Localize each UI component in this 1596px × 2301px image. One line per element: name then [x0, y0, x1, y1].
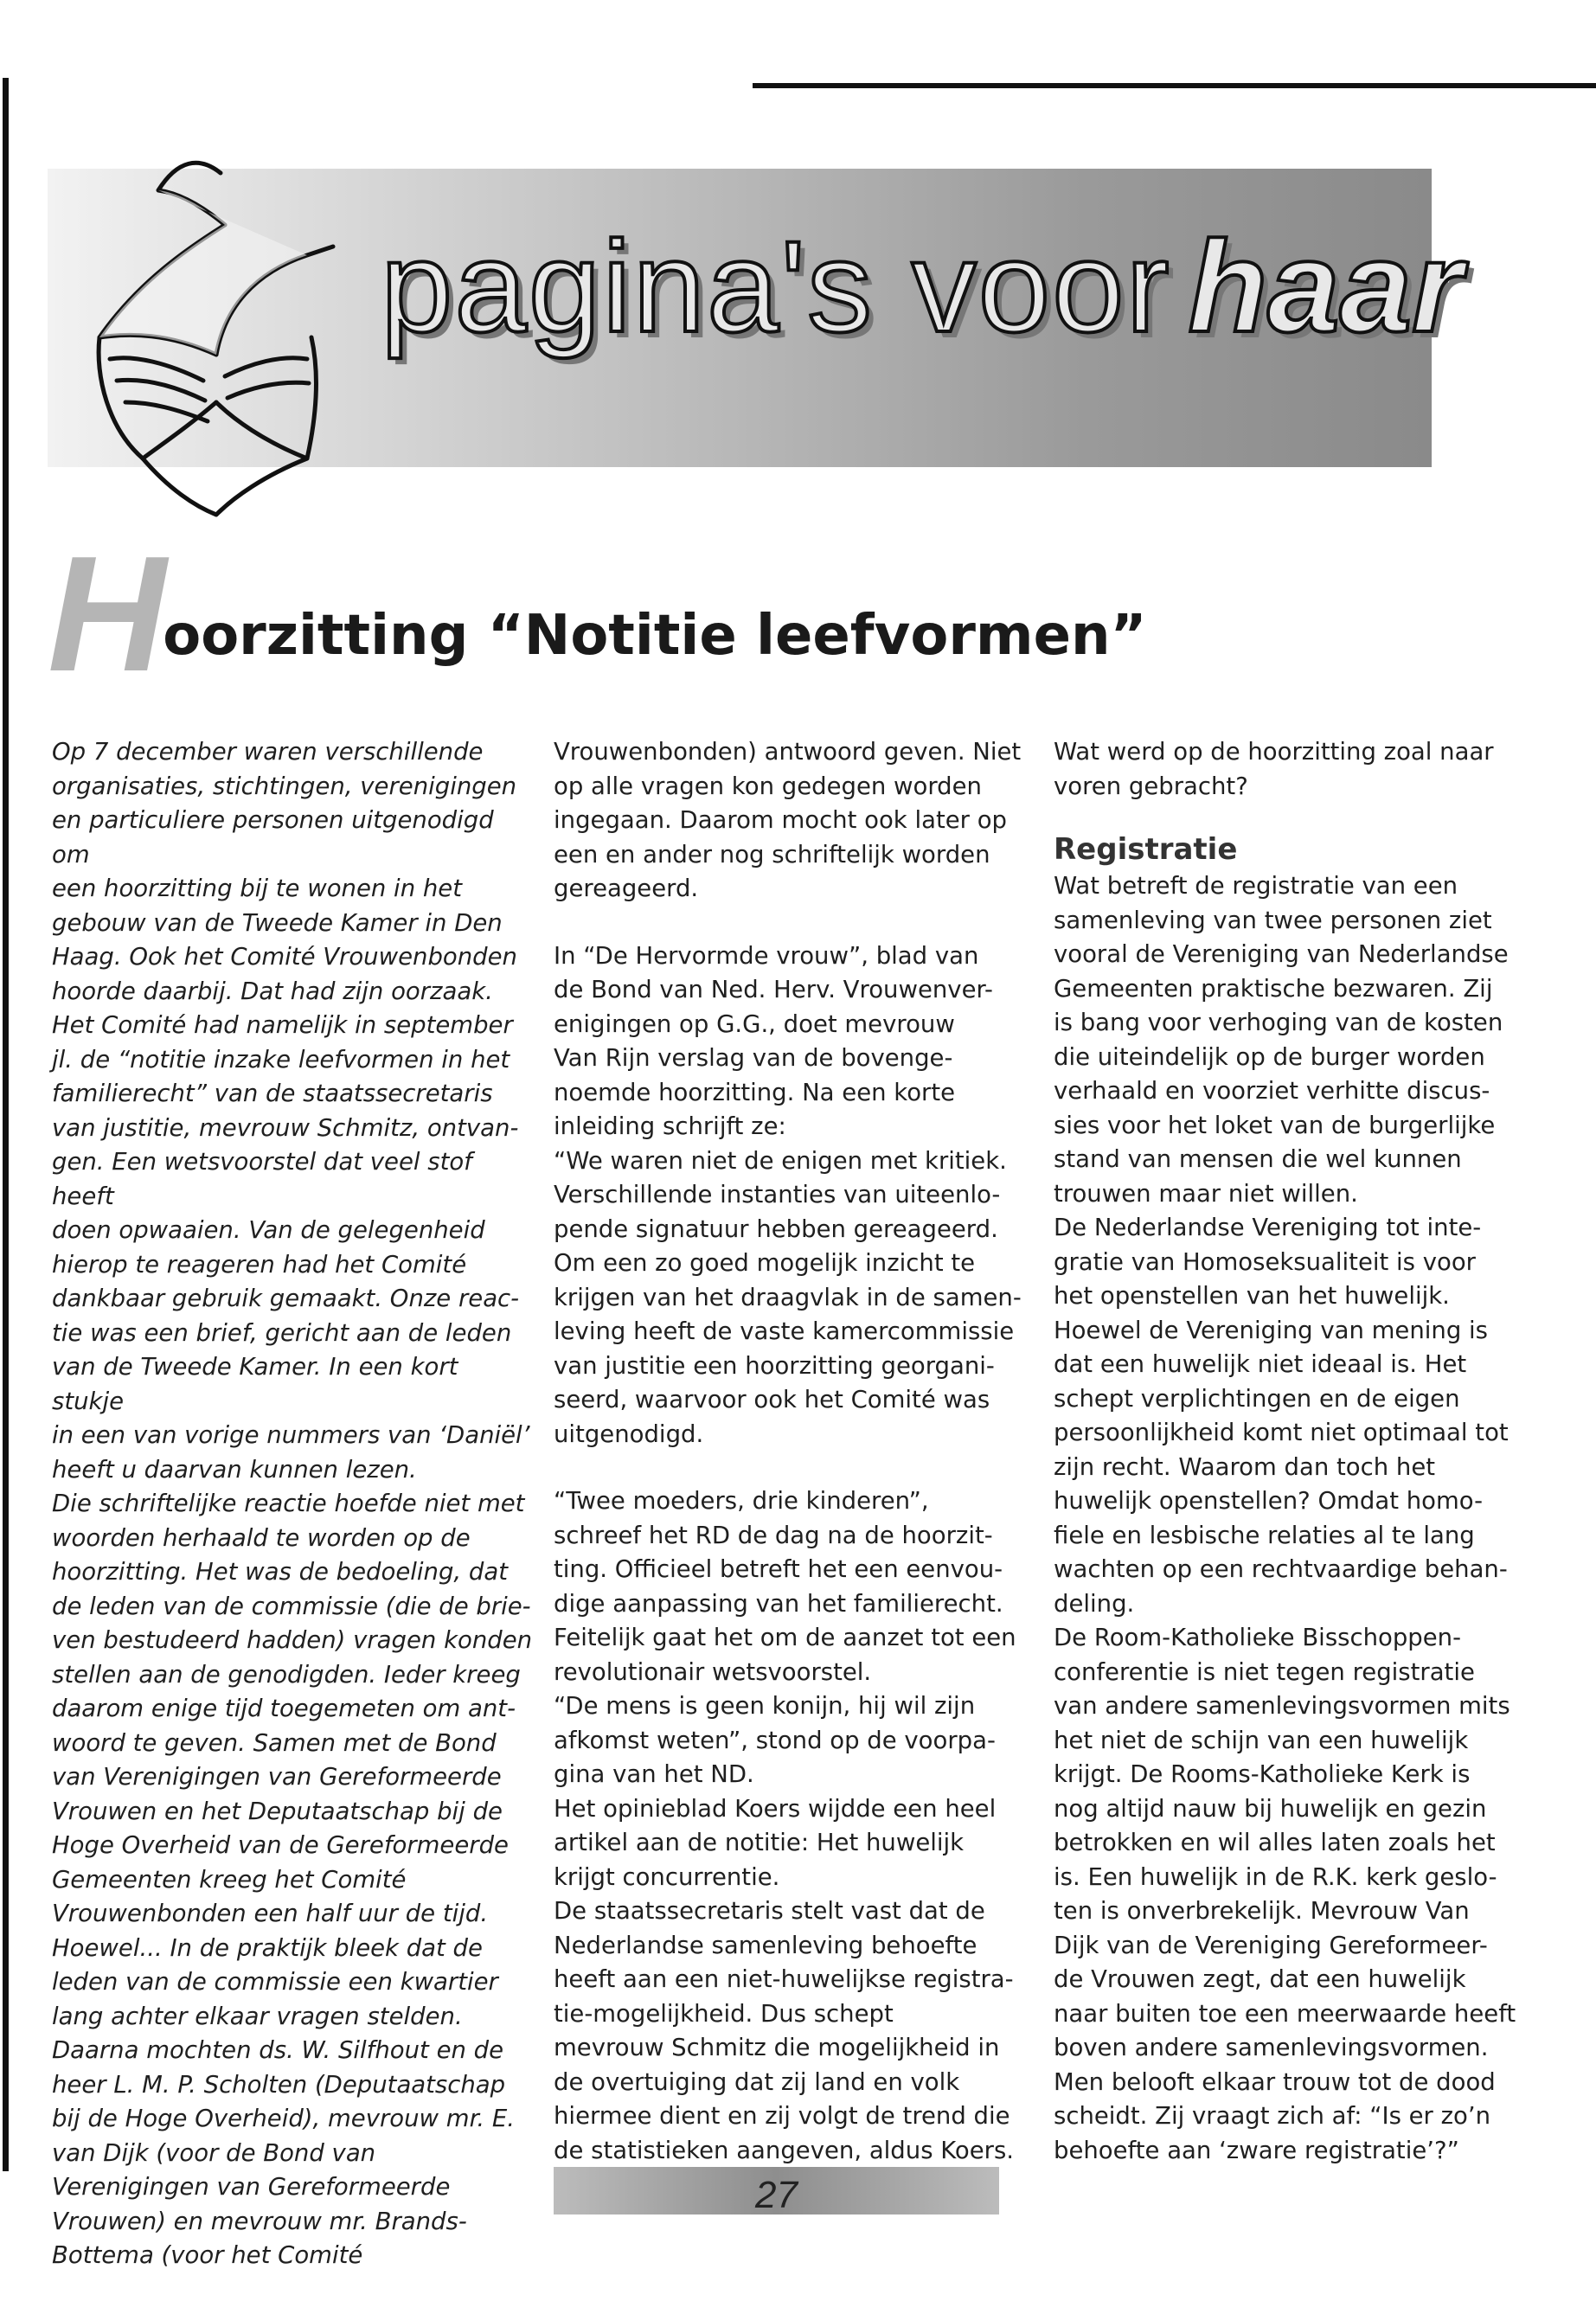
- text-line: boven andere samenlevingsvormen.: [1054, 2034, 1489, 2061]
- text-line: lang achter elkaar vragen stelden.: [52, 2002, 463, 2030]
- text-line: sies voor het loket van de burgerlijke: [1054, 1111, 1496, 1139]
- text-line: seerd, waarvoor ook het Comité was: [554, 1386, 990, 1413]
- text-line: gen. Een wetsvoorstel dat veel stof heeft: [52, 1148, 472, 1210]
- title-initial: H: [48, 522, 167, 706]
- text-line: De staatssecretaris stelt vast dat de: [554, 1897, 985, 1925]
- text-line: Wat betreft de registratie van een: [1054, 872, 1458, 900]
- text-line: van Dijk (voor de Bond van: [52, 2138, 376, 2167]
- text-line: Vrouwenbonden een half uur de tijd.: [52, 1900, 489, 1927]
- text-line: leden van de commissie een kwartier: [52, 1968, 498, 1996]
- text-line: “We waren niet de enigen met kritiek.: [554, 1146, 1007, 1175]
- text-line: stellen aan de genodigden. Ieder kreeg: [52, 1660, 521, 1689]
- column-2: [554, 735, 1038, 2168]
- text-line: gebouw van de Tweede Kamer in Den: [52, 908, 503, 937]
- text-line: het niet de schijn van een huwelijk: [1054, 1726, 1469, 1754]
- text-line: Men belooft elkaar trouw tot de dood: [1054, 2067, 1496, 2096]
- text-line: Feitelijk gaat het om de aanzet tot een: [554, 1624, 1016, 1651]
- text-line: vooral de Vereniging van Nederlandse: [1054, 940, 1509, 968]
- text-line: Vrouwenbonden) antwoord geven. Niet: [554, 738, 1022, 766]
- text-line: persoonlijkheid komt niet optimaal tot: [1054, 1419, 1509, 1446]
- text-line: Het Comité had namelijk in september: [52, 1011, 513, 1039]
- text-line: In “De Hervormde vrouw”, blad van: [554, 941, 979, 970]
- open-book-icon: [48, 117, 394, 523]
- text-line: de overtuiging dat zij land en volk: [554, 2067, 960, 2096]
- text-line: heeft u daarvan kunnen lezen.: [52, 1455, 417, 1484]
- text-line: Bottema (voor het Comité: [52, 2241, 363, 2269]
- title-text: oorzitting “Notitie leefvormen”: [163, 604, 1147, 668]
- text-line: een hoorzitting bij te wonen in het: [52, 875, 462, 902]
- text-line: noemde hoorzitting. Na een korte: [554, 1078, 956, 1106]
- text-line: pende signatuur hebben gereageerd.: [554, 1215, 998, 1243]
- text-line: Nederlandse samenleving behoefte: [554, 1931, 977, 1959]
- text-line: gereageerd.: [554, 875, 699, 902]
- text-line: enigingen op G.G., doet mevrouw: [554, 1009, 955, 1038]
- text-line: schreef het RD de dag na de hoorzit-: [554, 1521, 993, 1549]
- text-line: Van Rijn verslag van de bovenge-: [554, 1044, 953, 1072]
- banner-title: [381, 212, 1505, 385]
- text-line: krijgen van het draagvlak in de samen-: [554, 1283, 1022, 1311]
- text-line: Hoge Overheid van de Gereformeerde: [52, 1831, 509, 1859]
- text-line: Vrouwen en het Deputaatschap bij de: [52, 1797, 503, 1825]
- text-line: samenleving van twee personen ziet: [1054, 906, 1492, 934]
- text-line: in een van vorige nummers van ‘Daniël’: [52, 1421, 530, 1449]
- text-line: de statistieken aangeven, aldus Koers.: [554, 2136, 1015, 2164]
- text-line: organisaties, stichtingen, verenigingen: [52, 772, 517, 800]
- text-line: de leden van de commissie (die de brie-: [52, 1592, 531, 1620]
- text-line: hoorzitting. Het was de bedoeling, dat: [52, 1558, 508, 1586]
- text-line: fiele en lesbische relaties al te lang: [1054, 1521, 1475, 1549]
- col3-paragraph-2: [1054, 869, 1538, 2168]
- text-line: woord te geven. Samen met de Bond: [52, 1728, 497, 1757]
- text-line: woorden herhaald te worden op de: [52, 1523, 471, 1552]
- text-line: dige aanpassing van het familierecht.: [554, 1589, 1003, 1618]
- text-line: trouwen maar niet willen.: [1054, 1179, 1358, 1208]
- text-line: Op 7 december waren verschillende: [52, 738, 484, 766]
- column-3: [1054, 735, 1538, 2168]
- text-line: leving heeft de vaste kamercommissie: [554, 1317, 1015, 1345]
- text-line: van de Tweede Kamer. In een kort stukje: [52, 1353, 458, 1415]
- text-line: ingegaan. Daarom mocht ook later op: [554, 806, 1007, 834]
- page-number: 27: [755, 2174, 798, 2216]
- text-line: behoefte aan ‘zware registratie’?”: [1054, 2136, 1459, 2164]
- text-line: daarom enige tijd toegemeten om ant-: [52, 1695, 516, 1722]
- text-line: revolutionair wetsvoorstel.: [554, 1657, 872, 1686]
- text-line: het openstellen van het huwelijk.: [1054, 1282, 1450, 1310]
- text-line: een en ander nog schriftelijk worden: [554, 840, 990, 868]
- text-line: stand van mensen die wel kunnen: [1054, 1145, 1462, 1173]
- text-line: hoorde daarbij. Dat had zijn oorzaak.: [52, 977, 493, 1005]
- text-line: schept verplichtingen en de eigen: [1054, 1384, 1460, 1413]
- text-line: Hoewel... In de praktijk bleek dat de: [52, 1933, 483, 1962]
- text-line: scheidt. Zij vraagt zich af: “Is er zo’n: [1054, 2102, 1491, 2130]
- text-line: is bang voor verhoging van de kosten: [1054, 1009, 1503, 1036]
- text-line: “Twee moeders, drie kinderen”,: [554, 1487, 929, 1515]
- text-line: is. Een huwelijk in de R.K. kerk geslo-: [1054, 1862, 1497, 1891]
- text-line: deling.: [1054, 1589, 1135, 1618]
- text-line: hierop te reageren had het Comité: [52, 1250, 467, 1279]
- col2-paragraph-1: [554, 735, 1038, 907]
- text-line: artikel aan de notitie: Het huwelijk: [554, 1829, 965, 1856]
- text-line: conferentie is niet tegen registratie: [1054, 1657, 1475, 1686]
- text-line: De Room-Katholieke Bisschoppen-: [1054, 1624, 1462, 1651]
- text-line: Wat werd op de hoorzitting zoal naar: [1054, 738, 1494, 766]
- text-line: ten is onverbrekelijk. Mevrouw Van: [1054, 1897, 1470, 1925]
- text-line: heer L. M. P. Scholten (Deputaatschap: [52, 2070, 506, 2099]
- banner-title-part1: pagina's voor: [381, 214, 1171, 359]
- text-line: van justitie, mevrouw Schmitz, ontvan-: [52, 1113, 519, 1142]
- text-line: inleiding schrijft ze:: [554, 1112, 786, 1140]
- text-line: wachten op een rechtvaardige behan-: [1054, 1555, 1508, 1583]
- banner-title-part2: haar: [1188, 214, 1463, 359]
- text-line: ting. Officieel betreft het een eenvou-: [554, 1555, 1003, 1583]
- text-line: naar buiten toe een meerwaarde heeft: [1054, 1999, 1516, 2028]
- text-line: zijn recht. Waarom dan toch het: [1054, 1452, 1436, 1481]
- page-number-bar: [554, 2167, 999, 2214]
- text-line: De Nederlandse Vereniging tot inte-: [1054, 1214, 1482, 1241]
- article-title: [48, 522, 1518, 706]
- text-line: Verenigingen van Gereformeerde: [52, 2173, 451, 2201]
- text-line: gratie van Homoseksualiteit is voor: [1054, 1247, 1476, 1276]
- text-line: afkomst weten”, stond op de voorpa-: [554, 1726, 996, 1754]
- col3-paragraph-1: [1054, 735, 1538, 804]
- text-line: bij de Hoge Overheid), mevrouw mr. E.: [52, 2105, 515, 2132]
- text-line: tie was een brief, gericht aan de leden: [52, 1318, 512, 1347]
- text-line: betrokken en wil alles laten zoals het: [1054, 1829, 1496, 1856]
- text-line: ven bestudeerd hadden) vragen konden: [52, 1626, 533, 1654]
- col1-paragraph: [52, 735, 536, 2273]
- text-line: gina van het ND.: [554, 1760, 754, 1788]
- text-line: Vrouwen) en mevrouw mr. Brands-: [52, 2207, 467, 2235]
- top-border-rule: [753, 83, 1596, 88]
- text-line: mevrouw Schmitz die mogelijkheid in: [554, 2034, 1000, 2061]
- text-line: Die schriftelijke reactie hoefde niet met: [52, 1490, 525, 1517]
- text-line: “De mens is geen konijn, hij wil zijn: [554, 1692, 976, 1720]
- text-line: Gemeenten kreeg het Comité: [52, 1865, 407, 1894]
- text-line: verhaald en voorziet verhitte discus-: [1054, 1077, 1490, 1105]
- text-line: Om een zo goed mogelijk inzicht te: [554, 1249, 976, 1277]
- text-line: familierecht” van de staatssecretaris: [52, 1080, 493, 1107]
- text-line: doen opwaaien. Van de gelegenheid: [52, 1216, 485, 1244]
- text-line: op alle vragen kon gedegen worden: [554, 772, 982, 800]
- col2-paragraph-2: [554, 939, 1038, 1452]
- text-line: hiermee dient en zij volgt de trend die: [554, 2102, 1010, 2130]
- text-line: huwelijk openstellen? Omdat homo-: [1054, 1487, 1484, 1515]
- text-line: die uiteindelijk op de burger worden: [1054, 1042, 1485, 1071]
- column-1: [52, 735, 536, 2273]
- text-line: Daarna mochten ds. W. Silfhout en de: [52, 2036, 504, 2064]
- text-line: Gemeenten praktische bezwaren. Zij: [1054, 974, 1493, 1003]
- subheading-registratie: Registratie: [1054, 832, 1238, 867]
- text-line: Hoewel de Vereniging van mening is: [1054, 1316, 1489, 1344]
- col2-paragraph-3: [554, 1484, 1038, 2168]
- text-line: van andere samenlevingsvormen mits: [1054, 1692, 1510, 1720]
- left-border-rule: [3, 78, 9, 2171]
- text-line: krijgt concurrentie.: [554, 1862, 780, 1891]
- text-line: uitgenodigd.: [554, 1420, 704, 1448]
- text-line: dat een huwelijk niet ideaal is. Het: [1054, 1350, 1467, 1378]
- text-line: voren gebracht?: [1054, 772, 1248, 800]
- text-line: van justitie een hoorzitting georgani-: [554, 1351, 995, 1380]
- text-line: krijgt. De Rooms-Katholieke Kerk is: [1054, 1760, 1471, 1788]
- text-line: nog altijd nauw bij huwelijk en gezin: [1054, 1794, 1487, 1823]
- text-line: van Verenigingen van Gereformeerde: [52, 1763, 502, 1791]
- text-line: Dijk van de Vereniging Gereformeer-: [1054, 1931, 1488, 1959]
- text-line: tie-mogelijkheid. Dus schept: [554, 1999, 894, 2028]
- text-line: jl. de “notitie inzake leefvormen in het: [52, 1045, 510, 1074]
- text-line: de Vrouwen zegt, dat een huwelijk: [1054, 1965, 1466, 1993]
- text-line: dankbaar gebruik gemaakt. Onze reac-: [52, 1285, 520, 1312]
- text-line: Haag. Ook het Comité Vrouwenbonden: [52, 943, 517, 971]
- text-line: de Bond van Ned. Herv. Vrouwenver-: [554, 976, 993, 1003]
- text-line: Het opinieblad Koers wijdde een heel: [554, 1794, 997, 1823]
- text-line: Verschillende instanties van uiteenlo-: [554, 1181, 1001, 1208]
- text-line: en particuliere personen uitgenodigd om: [52, 806, 494, 868]
- text-line: heeft aan een niet-huwelijkse registra-: [554, 1965, 1014, 1993]
